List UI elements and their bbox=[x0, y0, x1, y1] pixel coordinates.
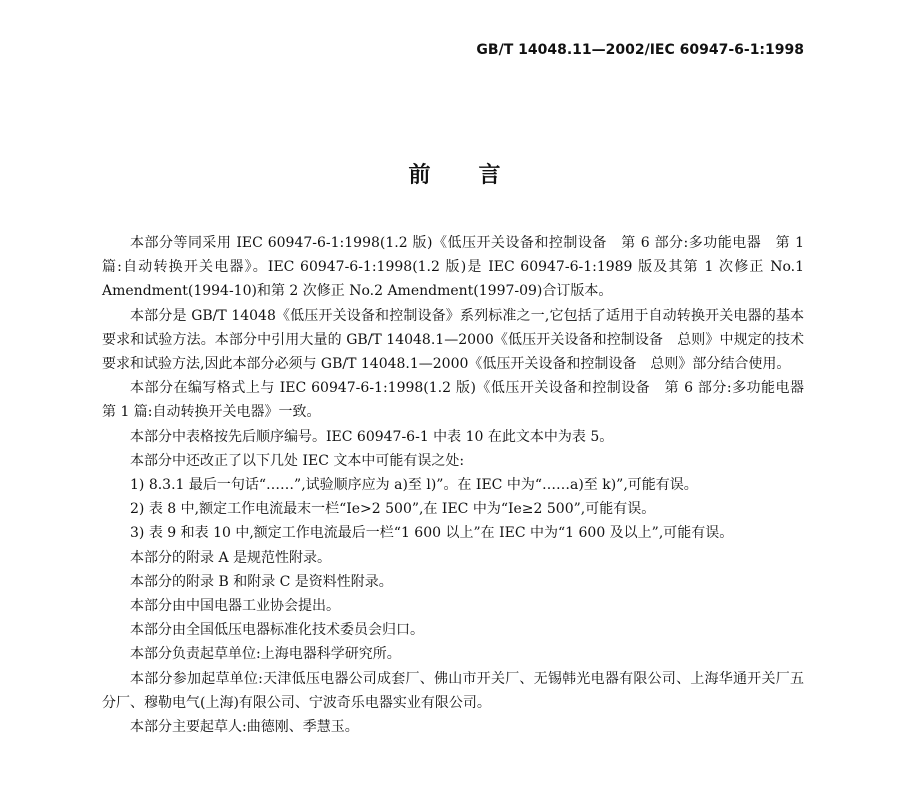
paragraph-participating-units: 本部分参加起草单位:天津低压电器公司成套厂、佛山市开关厂、无锡韩光电器有限公司、上海华通开关厂五分厂、穆勒电气(上海)有限公司、宁波奇乐电器实业有限公司。 bbox=[102, 670, 804, 711]
foreword-body bbox=[102, 231, 818, 739]
paragraph-drafting-unit: 本部分负责起草单位:上海电器科学研究所。 bbox=[130, 646, 401, 663]
paragraph-correction-1: 1) 8.3.1 最后一句话“……”,试验顺序应为 a)至 l)”。在 IEC 中为“……a)至 k)”,可能有误。 bbox=[130, 477, 698, 494]
paragraph-proposer: 本部分由中国电器工业协会提出。 bbox=[130, 598, 340, 615]
paragraph-correction-2: 2) 表 8 中,额定工作电流最末一栏“Ie>2 500”,在 IEC 中为“Ie≥2 500”,可能有误。 bbox=[130, 501, 656, 518]
paragraph-annex-b-c: 本部分的附录 B 和附录 C 是资料性附录。 bbox=[130, 573, 393, 590]
page-title: 前言 bbox=[408, 163, 549, 188]
paragraph-table-numbering: 本部分中表格按先后顺序编号。IEC 60947-6-1 中表 10 在此文本中为表 5。 bbox=[130, 428, 614, 445]
paragraph-annex-a: 本部分的附录 A 是规范性附录。 bbox=[130, 549, 332, 566]
paragraph-corrections-intro: 本部分中还改正了以下几处 IEC 文本中可能有误之处: bbox=[130, 452, 465, 469]
paragraph-scope: 本部分是 GB/T 14048《低压开关设备和控制设备》系列标准之一,它包括了适用于自动转换开关电器的基本要求和试验方法。本部分中引用大量的 GB/T 14048.1—2000《低压开关设备和控制设备 总则》中规定的技术要求和试验方法,因此本部分必须与 GB/T 14048.1—2000《低压开关设备和控制设备 总则》部分结合使用。 bbox=[102, 307, 804, 373]
paragraph-adoption: 本部分等同采用 IEC 60947-6-1:1998(1.2 版)《低压开关设备和控制设备 第 6 部分:多功能电器 第 1 篇:自动转换开关电器》。IEC 60947-6-1:1998(1.2 版)是 IEC 60947-6-1:1989 版及其第 1 次修正 No.1 Amendment(1994-10)和第 2 次修正 No.2 Amendment(1997-09)合订版本。 bbox=[102, 235, 804, 300]
standard-number-header: GB/T 14048.11—2002/IEC 60947-6-1:1998 bbox=[476, 42, 804, 58]
paragraph-drafters: 本部分主要起草人:曲德刚、季慧玉。 bbox=[130, 719, 359, 736]
paragraph-committee: 本部分由全国低压电器标准化技术委员会归口。 bbox=[130, 622, 424, 639]
paragraph-correction-3: 3) 表 9 和表 10 中,额定工作电流最后一栏“1 600 以上”在 IEC 中为“1 600 及以上”,可能有误。 bbox=[130, 525, 734, 542]
paragraph-format: 本部分在编写格式上与 IEC 60947-6-1:1998(1.2 版)《低压开关设备和控制设备 第 6 部分:多功能电器 第 1 篇:自动转换开关电器》一致。 bbox=[102, 380, 818, 421]
